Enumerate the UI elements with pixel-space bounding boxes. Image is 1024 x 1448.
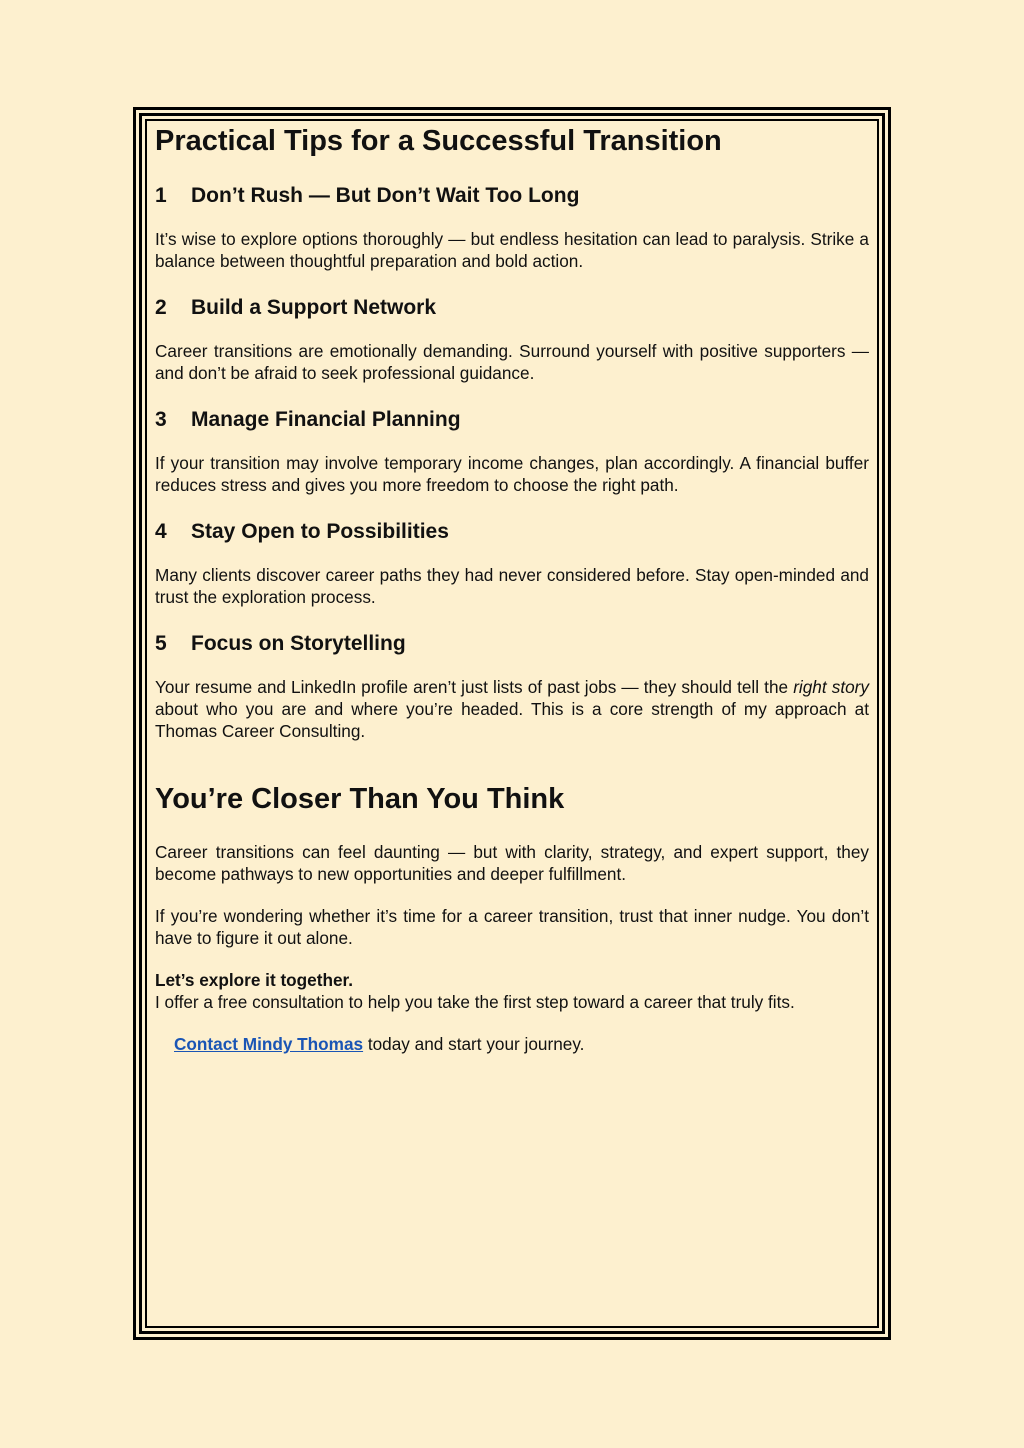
tip-heading-2 bbox=[155, 294, 869, 322]
tip-title: Stay Open to Possibilities bbox=[191, 520, 449, 543]
tip-text-5 bbox=[155, 676, 869, 742]
tip-title: Don’t Rush — But Don’t Wait Too Long bbox=[191, 184, 580, 207]
tip-heading-5 bbox=[155, 630, 869, 658]
tip-text-4: Many clients discover career paths they had never considered before. Stay open-minded and trust the exploration process. bbox=[155, 565, 869, 607]
cta-heading: Let’s explore it together. bbox=[155, 970, 354, 990]
tip-number: 3 bbox=[155, 408, 167, 431]
tip-title: Manage Financial Planning bbox=[191, 408, 461, 431]
tip-number: 4 bbox=[155, 520, 167, 543]
tip-number: 1 bbox=[155, 184, 167, 207]
tip-heading-4 bbox=[155, 518, 869, 546]
tip-number: 2 bbox=[155, 296, 167, 319]
section-title-closing: You’re Closer Than You Think bbox=[155, 783, 565, 815]
cta-text: I offer a free consultation to help you take the first step toward a career that truly fits. bbox=[155, 992, 795, 1012]
tip-title: Focus on Storytelling bbox=[191, 632, 406, 655]
contact-text: today and start your journey. bbox=[363, 1034, 585, 1054]
contact-link[interactable]: Contact Mindy Thomas bbox=[174, 1034, 364, 1054]
tip-text-part: Your resume and LinkedIn profile aren’t just lists of past jobs — they should tell the bbox=[155, 677, 794, 697]
closing-paragraph-1: Career transitions can feel daunting — but with clarity, strategy, and expert support, they become pathways to new opportunities and deeper fulfillment. bbox=[155, 842, 869, 884]
tip-text-emphasis: right story bbox=[793, 677, 869, 697]
tip-text-1: It’s wise to explore options thoroughly — but endless hesitation can lead to paralysis. Strike a balance between thoughtful preparation and bold action. bbox=[155, 229, 869, 271]
tip-text-3: If your transition may involve temporary income changes, plan accordingly. A financial buffer reduces stress and gives you more freedom to choose the right path. bbox=[155, 453, 869, 495]
section-title-tips: Practical Tips for a Successful Transition bbox=[155, 125, 722, 157]
tip-title: Build a Support Network bbox=[191, 296, 437, 319]
tip-text-2: Career transitions are emotionally demanding. Surround yourself with positive supporters — and don’t be afraid to seek professional guidance. bbox=[155, 341, 869, 383]
contact-line bbox=[155, 1033, 869, 1055]
tip-heading-3 bbox=[155, 406, 869, 434]
closing-paragraph-2: If you’re wondering whether it’s time for a career transition, trust that inner nudge. You don’t have to figure it out alone. bbox=[155, 906, 869, 948]
document-content bbox=[155, 122, 869, 1055]
tip-heading-1 bbox=[155, 182, 869, 210]
tip-text-part: about who you are and where you’re headed. This is a core strength of my approach at Thomas Career Consulting. bbox=[155, 699, 869, 741]
call-to-action bbox=[155, 969, 869, 1013]
tip-number: 5 bbox=[155, 632, 167, 655]
